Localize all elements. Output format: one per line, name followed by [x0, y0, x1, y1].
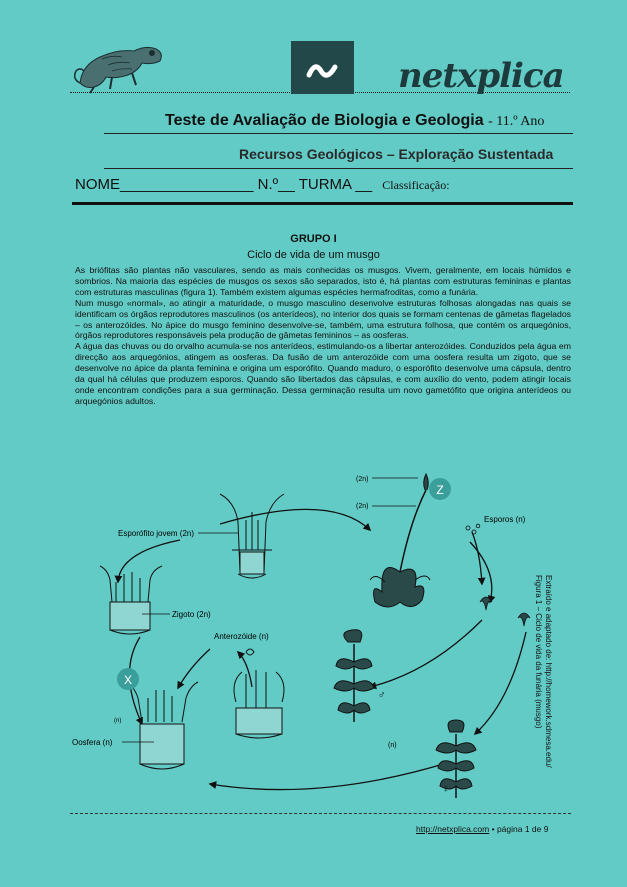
- subtitle-rule: [104, 168, 573, 169]
- figure-title: Figura 1 – Ciclo de vida da funária (musgo): [534, 575, 543, 729]
- paragraph: As briófitas são plantas não vasculares, sendo as mais conhecidas os musgos. Vivem, geralmente, em locais húmidos e sombrios. Na maioria das espécies de musgos os sexos são separados, isto é, há plantas com estruturas femininas e plantas com estruturas masculinas (figura 1). Também existem algumas espécies hermafroditas, como a funária.: [75, 265, 571, 297]
- test-title-text: Teste de Avaliação de Biologia e Geologia: [165, 112, 484, 129]
- label-young-sporophyte: Esporófito jovem (2n): [118, 529, 195, 538]
- paragraph: Num musgo «normal», ao atingir a maturidade, o musgo masculino desenvolve estruturas folhosas alongadas nas quais se identificam os órgãos reprodutores masculinos (os anterídeos), no interior dos quais se formam centenas de gâmetas flagelados – os anterozóides. No ápice do musgo feminino desenvolve-se, também, uma estrutura folhosa, que contém os arquegónios, órgãos reprodutores responsáveis pela produção de gâmetas femininos – as oosferas.: [75, 297, 571, 341]
- arrow: [210, 762, 450, 790]
- figure-caption: [534, 575, 553, 835]
- label-zygote: Zigoto (2n): [172, 610, 211, 619]
- group-heading: GRUPO I: [290, 233, 337, 245]
- antheridium-drawing: [234, 670, 284, 738]
- student-info-row: [75, 176, 450, 193]
- label-ploidy-n: (n): [388, 742, 397, 749]
- mature-sporophyte-plant-drawing: [370, 474, 430, 607]
- male-symbol: ♂: [378, 690, 386, 701]
- spore: [476, 524, 480, 528]
- young-sporophyte-drawing: [220, 494, 284, 578]
- page-number: • página 1 de 9: [491, 824, 549, 834]
- marker-z-label: Z: [436, 483, 444, 497]
- paragraph: A água das chuvas ou do orvalho acumula-se nos anterídeos, estimulando-os a libertar anterozóides. Conduzidos pela água em direcção aos arquegónios, atingem as oosferas. Da fusão de um anterozóide com uma oosfera resulta um zigoto, que se desenvolve no ápice da planta feminina e origina um esporófito. Quando maduro, o esporófito desenvolve uma cápsula, dentro da qual há células que produzem esporos. Quando são libertados das cápsulas, e com auxílio do vento, podem atingir locais onde encontram condições para a sua germinação. Dessa germinação resulta um novo gametófito que origina anterídeos ou arquegónios adultos.: [75, 341, 571, 406]
- marker-x: [117, 668, 139, 690]
- footer-divider: [70, 813, 571, 814]
- figure-source: Extraído e adaptado de: http://homework.sdmesa.edu/: [544, 575, 553, 768]
- label-antherozoid: Anterozóide (n): [214, 632, 269, 641]
- header-thick-rule: [72, 202, 573, 205]
- section-heading: Ciclo de vida de um musgo: [247, 249, 380, 261]
- brand-wordmark: netxplica: [398, 56, 564, 96]
- arrow: [220, 509, 370, 530]
- label-ploidy-n: (n): [114, 718, 122, 724]
- page-footer: [416, 824, 548, 834]
- label-spores: Esporos (n): [484, 515, 526, 524]
- protonema-drawing: [480, 597, 530, 626]
- spore: [466, 526, 470, 530]
- wave-icon: [291, 41, 354, 94]
- female-symbol: ♀: [442, 784, 450, 795]
- arrow: [475, 632, 526, 734]
- grade-field: Classificação:: [382, 178, 450, 192]
- marker-z: [429, 478, 451, 500]
- test-title: [165, 112, 544, 130]
- grade-year: - 11.º Ano: [488, 114, 545, 129]
- arrow: [118, 540, 180, 582]
- label-oosphere: Oosfera (n): [72, 738, 113, 747]
- brand-logo-mark: [291, 41, 354, 94]
- marker-x-label: X: [123, 673, 133, 687]
- number-field: N.º__: [257, 176, 295, 193]
- test-subtitle: Recursos Geológicos – Exploração Sustentada: [239, 146, 554, 162]
- intro-text: [75, 265, 571, 407]
- male-gametophyte-drawing: [334, 630, 374, 722]
- oosphere-drawing: [126, 682, 198, 769]
- arrow: [238, 652, 252, 687]
- name-field: NOME________________: [75, 176, 254, 193]
- arrow: [178, 649, 210, 688]
- moss-life-cycle-figure: [70, 462, 540, 812]
- label-ploidy-2n: (2n): [356, 476, 369, 483]
- class-field: TURMA __: [298, 176, 373, 193]
- antherozoid-icon: [246, 649, 254, 655]
- chameleon-logo-icon: [72, 35, 167, 95]
- footer-link[interactable]: http://netxplica.com: [416, 824, 490, 834]
- label-ploidy-2n: (2n): [356, 503, 369, 510]
- zygote-drawing: [100, 566, 162, 634]
- arrow: [370, 620, 482, 687]
- title-rule: [104, 133, 573, 134]
- arrow: [472, 532, 482, 584]
